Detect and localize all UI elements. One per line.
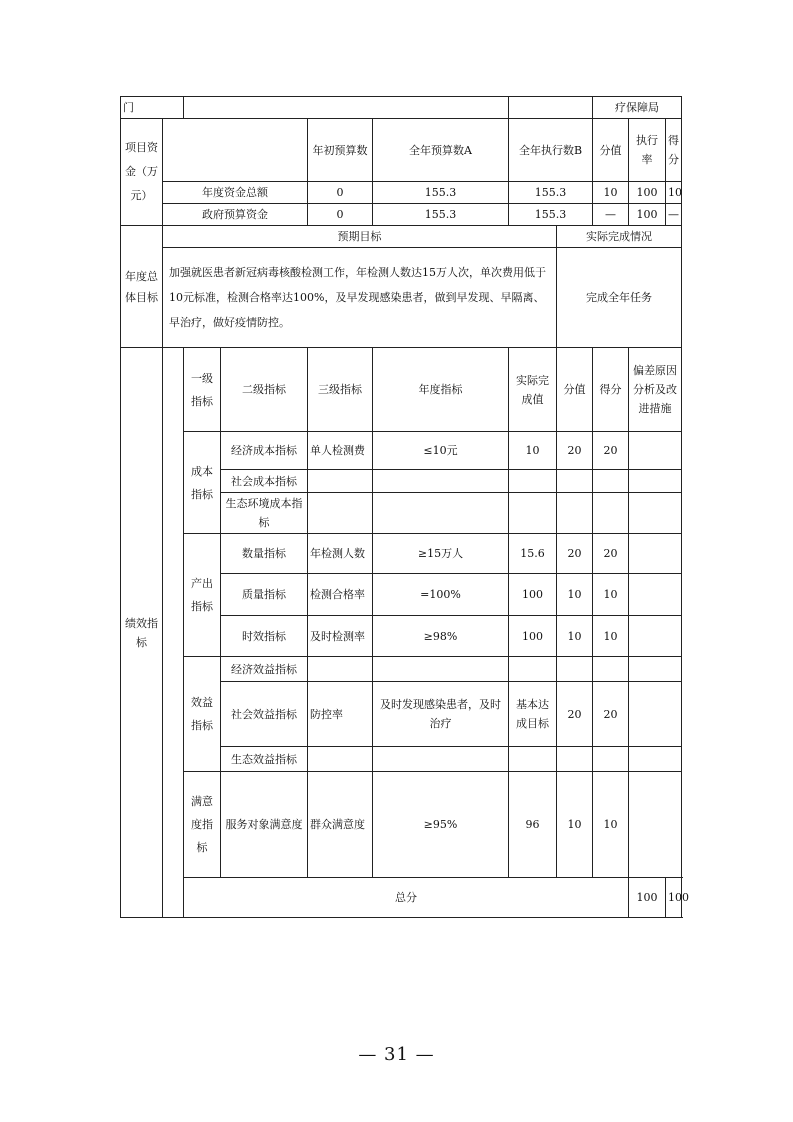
indicator-level2: 时效指标 [221, 616, 308, 657]
funds-row-annual: 155.3 [373, 182, 509, 204]
goals-label: 年度总体目标 [121, 226, 163, 348]
indicator-level2: 数量指标 [221, 534, 308, 574]
funds-row-score: — [666, 204, 682, 226]
indicators-label: 绩效指标 [121, 348, 163, 918]
indicator-score-value: 20 [557, 534, 593, 574]
indicators-spacer [163, 348, 184, 918]
goals-header-row [121, 226, 682, 248]
indicator-actual: 100 [509, 616, 557, 657]
funds-row-score: 10 [666, 182, 682, 204]
indicator-annual: ≥15万人 [373, 534, 509, 574]
goals-expected-text: 加强就医患者新冠病毒核酸检测工作，年检测人数达15万人次，单次费用低于10元标准，检测合格率达100%，及早发现感染患者，做到早发现、早隔离、早治疗，做好疫情防控。 [163, 248, 557, 348]
indicator-level2: 生态效益指标 [221, 747, 308, 772]
indicator-score-value [557, 470, 593, 493]
indicator-score-value: 10 [557, 772, 593, 878]
indicator-deviation [629, 616, 682, 657]
indicator-score: 20 [593, 534, 629, 574]
indicator-score: 20 [593, 682, 629, 747]
funds-row [121, 204, 682, 226]
funds-row-score-value: — [593, 204, 629, 226]
indicator-score [593, 493, 629, 534]
indicator-deviation [629, 493, 682, 534]
performance-table-wrapper [120, 96, 689, 918]
indicator-level3: 群众满意度 [308, 772, 373, 878]
funds-row-exec-rate: 100 [629, 182, 666, 204]
indicator-row [121, 534, 682, 574]
performance-evaluation-table [120, 96, 689, 918]
indicator-deviation [629, 657, 682, 682]
indicator-score-value: 10 [557, 574, 593, 616]
indicator-level3 [308, 470, 373, 493]
benefit-indicator-label: 效益指标 [184, 657, 221, 772]
page-number: — 31 — [358, 1044, 435, 1065]
indicator-row [121, 432, 682, 470]
indicator-annual: 及时发现感染患者，及时治疗 [373, 682, 509, 747]
indicator-annual: =100% [373, 574, 509, 616]
funds-header-annual: 全年预算数A [373, 119, 509, 182]
department-row [121, 97, 682, 119]
funds-row-name: 年度资金总额 [163, 182, 308, 204]
indicator-score: 10 [593, 772, 629, 878]
indicator-score: 10 [593, 616, 629, 657]
indicator-deviation [629, 747, 682, 772]
department-label: 门 [121, 97, 184, 119]
indicator-annual: ≤10元 [373, 432, 509, 470]
indicator-score [593, 657, 629, 682]
indicator-actual [509, 470, 557, 493]
indicator-score-value: 10 [557, 616, 593, 657]
indicator-level2: 社会成本指标 [221, 470, 308, 493]
funds-row-initial: 0 [308, 204, 373, 226]
indicators-header-level2: 二级指标 [221, 348, 308, 432]
funds-row-score-value: 10 [593, 182, 629, 204]
indicators-header-deviation: 偏差原因分析及改进措施 [629, 348, 682, 432]
indicator-level3 [308, 657, 373, 682]
funds-header-score: 得分 [666, 119, 682, 182]
goals-actual-text: 完成全年任务 [557, 248, 682, 348]
indicator-actual: 15.6 [509, 534, 557, 574]
department-value [184, 97, 509, 119]
indicator-level3 [308, 493, 373, 534]
funds-row-executed: 155.3 [509, 182, 593, 204]
indicator-score-value [557, 493, 593, 534]
indicator-deviation [629, 574, 682, 616]
funds-row-executed: 155.3 [509, 204, 593, 226]
indicators-header-level1: 一级指标 [184, 348, 221, 432]
indicator-annual [373, 657, 509, 682]
total-label: 总分 [184, 878, 629, 918]
total-row [121, 878, 682, 918]
indicator-level3: 年检测人数 [308, 534, 373, 574]
indicator-score-value: 20 [557, 432, 593, 470]
indicator-level2: 生态环境成本指标 [221, 493, 308, 534]
indicator-score-value [557, 747, 593, 772]
indicator-level2: 质量指标 [221, 574, 308, 616]
indicator-actual [509, 747, 557, 772]
indicator-level2: 服务对象满意度 [221, 772, 308, 878]
indicator-level2: 经济成本指标 [221, 432, 308, 470]
goals-content-row [121, 248, 682, 348]
cost-indicator-label: 成本指标 [184, 432, 221, 534]
indicators-header-row [121, 348, 682, 432]
indicator-score [593, 747, 629, 772]
indicator-score-value: 20 [557, 682, 593, 747]
indicator-level3: 及时检测率 [308, 616, 373, 657]
funds-header-score-value: 分值 [593, 119, 629, 182]
indicator-level3: 防控率 [308, 682, 373, 747]
department-blank [509, 97, 593, 119]
funds-header-blank [163, 119, 308, 182]
indicator-deviation [629, 772, 682, 878]
indicator-level3 [308, 747, 373, 772]
funds-label: 项目资金（万元） [121, 119, 163, 226]
funds-row-initial: 0 [308, 182, 373, 204]
indicator-deviation [629, 470, 682, 493]
funds-header-executed: 全年执行数B [509, 119, 593, 182]
indicator-actual: 96 [509, 772, 557, 878]
funds-row-name: 政府预算资金 [163, 204, 308, 226]
total-score: 100 [666, 878, 682, 918]
output-indicator-label: 产出指标 [184, 534, 221, 657]
indicator-deviation [629, 534, 682, 574]
indicator-score [593, 470, 629, 493]
funds-row [121, 182, 682, 204]
indicator-level3: 检测合格率 [308, 574, 373, 616]
indicator-annual [373, 493, 509, 534]
indicator-annual: ≥98% [373, 616, 509, 657]
indicator-level3: 单人检测费 [308, 432, 373, 470]
indicator-deviation [629, 682, 682, 747]
indicator-deviation [629, 432, 682, 470]
goals-actual-header: 实际完成情况 [557, 226, 682, 248]
indicator-actual: 基本达成目标 [509, 682, 557, 747]
indicator-actual [509, 657, 557, 682]
indicator-score-value [557, 657, 593, 682]
funds-row-annual: 155.3 [373, 204, 509, 226]
indicator-actual: 100 [509, 574, 557, 616]
indicator-actual [509, 493, 557, 534]
department-agency: 疗保障局 [593, 97, 682, 119]
funds-row-exec-rate: 100 [629, 204, 666, 226]
funds-header-exec-rate: 执行率 [629, 119, 666, 182]
indicator-level2: 经济效益指标 [221, 657, 308, 682]
indicator-actual: 10 [509, 432, 557, 470]
indicator-annual: ≥95% [373, 772, 509, 878]
indicator-row [121, 772, 682, 878]
indicator-annual [373, 747, 509, 772]
indicators-header-annual: 年度指标 [373, 348, 509, 432]
funds-header-row [121, 119, 682, 182]
indicator-level2: 社会效益指标 [221, 682, 308, 747]
indicators-header-actual: 实际完成值 [509, 348, 557, 432]
indicators-header-score: 得分 [593, 348, 629, 432]
indicators-header-level3: 三级指标 [308, 348, 373, 432]
indicator-score: 10 [593, 574, 629, 616]
indicator-annual [373, 470, 509, 493]
indicator-score: 20 [593, 432, 629, 470]
indicators-header-score-value: 分值 [557, 348, 593, 432]
satisfaction-indicator-label: 满意度指标 [184, 772, 221, 878]
goals-expected-header: 预期目标 [163, 226, 557, 248]
indicator-row [121, 657, 682, 682]
total-score-value: 100 [629, 878, 666, 918]
funds-header-initial: 年初预算数 [308, 119, 373, 182]
